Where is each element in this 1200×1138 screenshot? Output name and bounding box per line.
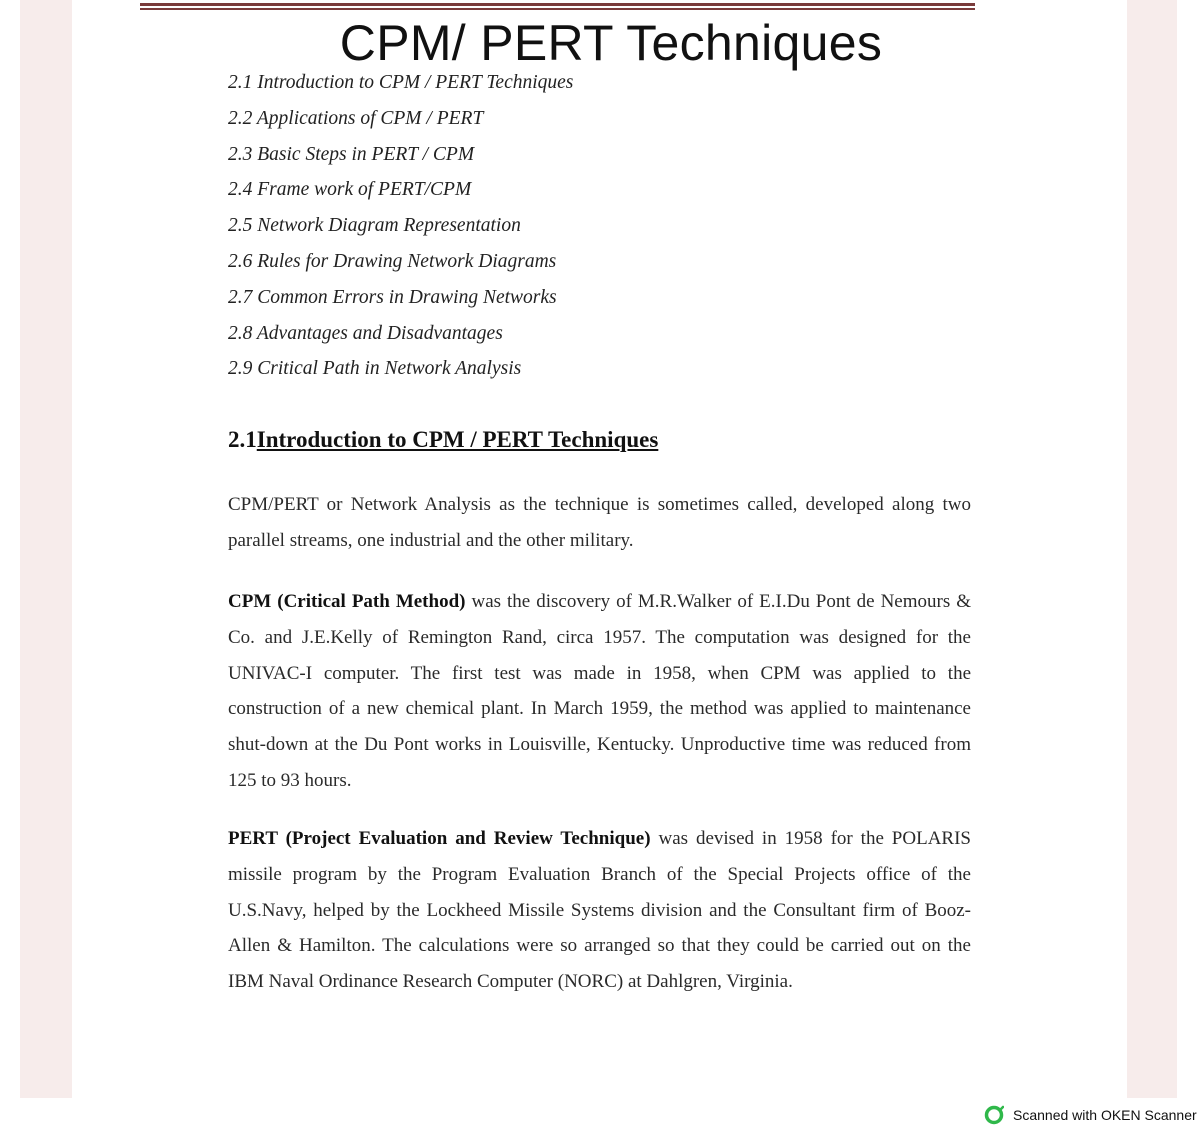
scanner-watermark-text: Scanned with OKEN Scanner (1013, 1107, 1197, 1123)
right-page-margin (1127, 0, 1177, 1098)
toc-item: 2.8 Advantages and Disadvantages (228, 322, 503, 344)
cpm-term: CPM (Critical Path Method) (228, 591, 466, 612)
cpm-description: was the discovery of M.R.Walker of E.I.Du Pont de Nemours & Co. and J.E.Kelly of Remington Rand, circa 1957. The computation was designed for the UNIVAC-I computer. The first test was made in 1958, when CPM was applied to the construction of a new chemical plant. In March 1959, the method was applied to maintenance shut-down at the Du Pont works in Louisville, Kentucky. Unproductive time was reduced from 125 to 93 hours. (228, 591, 971, 791)
section-heading (228, 427, 658, 453)
pert-term: PERT (Project Evaluation and Review Technique) (228, 828, 651, 849)
header-double-rule (140, 3, 975, 10)
intro-paragraph: CPM/PERT or Network Analysis as the technique is sometimes called, developed along two parallel streams, one industrial and the other military. (228, 494, 971, 551)
toc-item: 2.5 Network Diagram Representation (228, 215, 521, 237)
toc-item: 2.7 Common Errors in Drawing Networks (228, 286, 557, 308)
section-title: Introduction to CPM / PERT Techniques (256, 427, 659, 452)
toc-item: 2.4 Frame work of PERT/CPM (228, 179, 472, 201)
table-of-contents (228, 70, 573, 392)
toc-item: 2.1 Introduction to CPM / PERT Techniques (228, 72, 574, 93)
section-number: 2.1 (228, 427, 257, 452)
pert-paragraph (228, 821, 971, 1000)
toc-item: 2.2 Applications of CPM / PERT (228, 107, 484, 129)
left-page-margin (20, 0, 72, 1098)
page-title: CPM/ PERT Techniques (339, 15, 883, 71)
toc-item: 2.9 Critical Path in Network Analysis (228, 358, 522, 380)
toc-item: 2.3 Basic Steps in PERT / CPM (228, 143, 475, 165)
oken-scanner-logo-icon (984, 1105, 1004, 1125)
cpm-paragraph (228, 584, 971, 799)
pert-description: was devised in 1958 for the POLARIS missile program by the Program Evaluation Branch of the Special Projects office of the U.S.Navy, helped by the Lockheed Missile Systems division and the Consultant firm of Booz-Allen & Hamilton. The calculations were so arranged so that they could be carried out on the IBM Naval Ordinance Research Computer (NORC) at Dahlgren, Virginia. (228, 828, 971, 993)
scanner-watermark (984, 1105, 1197, 1125)
toc-item: 2.6 Rules for Drawing Network Diagrams (228, 250, 557, 272)
